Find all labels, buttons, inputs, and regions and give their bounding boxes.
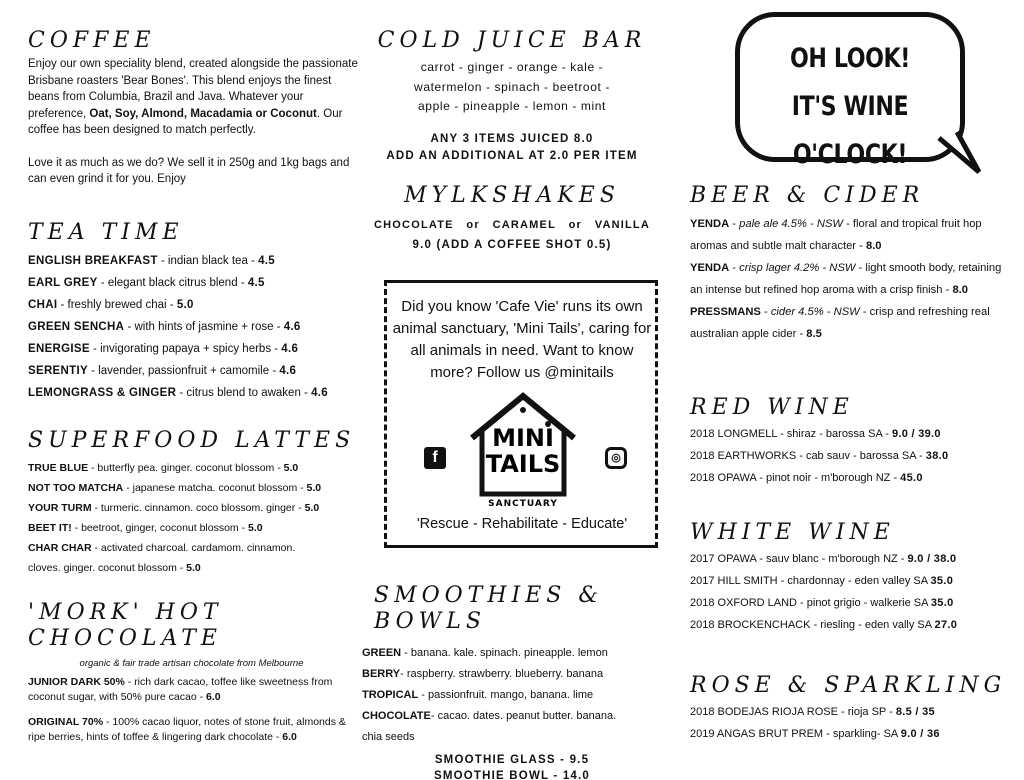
item-name: TROPICAL <box>362 689 419 701</box>
item-price: 8.5 / 35 <box>895 706 935 718</box>
mylk-price: 9.0 (ADD A COFFEE SHOT 0.5) <box>412 239 612 251</box>
item-desc: - passionfruit. mango, banana. lime <box>418 689 594 701</box>
item-desc: - invigorating papaya + spicy herbs - <box>89 343 282 355</box>
hotchoc-title: 'MORK' HOT CHOCOLATE <box>28 600 223 651</box>
instagram-icon[interactable]: ◎ <box>605 447 627 469</box>
item-price: 5.0 <box>176 299 194 311</box>
logo-line-1: MINI <box>492 424 554 452</box>
list-item <box>362 706 662 727</box>
tea-section <box>28 220 363 404</box>
item-name: PRESSMANS <box>690 306 761 318</box>
item-desc: - with hints of jasmine + rose - <box>124 321 284 333</box>
item-desc: 2018 BROCKENCHACK - riesling - eden vally SA <box>690 619 935 631</box>
item-price: 38.0 <box>925 450 949 462</box>
item-name: LEMONGRASS & GINGER <box>28 387 177 399</box>
list-item: cloves. ginger. coconut blossom - 5.0 <box>28 562 201 574</box>
juice-deal-2: ADD AN ADDITIONAL AT 2.0 PER ITEM <box>386 149 638 162</box>
item-price: 5.0 <box>248 522 263 534</box>
item-price: 9.0 / 38.0 <box>907 553 957 565</box>
item-desc: 2019 ANGAS BRUT PREM - sparkling- SA <box>690 728 901 740</box>
item-name: GREEN SENCHA <box>28 321 125 333</box>
juice-ingredients: carrot - ginger - orange - kale - watermelon - spinach - beetroot - apple - pineapple - lemon - mint <box>414 60 610 113</box>
item-price: 4.5 <box>247 277 265 289</box>
smoothie-bowl-price: SMOOTHIE BOWL - 14.0 <box>433 770 591 780</box>
list-item <box>28 382 363 404</box>
item-price: 4.6 <box>279 365 297 377</box>
logo-line-2: TAILS <box>485 450 561 478</box>
item-name: NOT TOO MATCHA <box>28 482 124 494</box>
list-item <box>28 250 363 272</box>
item-name: CHAI <box>28 299 58 311</box>
list-item <box>362 664 662 685</box>
tea-title: TEA TIME <box>28 220 184 245</box>
item-desc: - japanese matcha. coconut blossom - <box>123 482 307 494</box>
list-item: chia seeds <box>362 731 415 743</box>
item-desc: - indian black tea - <box>157 255 259 267</box>
mylk-title: MYLKSHAKES <box>404 183 620 208</box>
item-name: SERENTIY <box>28 365 88 377</box>
juice-deal-1: ANY 3 ITEMS JUICED 8.0 <box>430 132 594 145</box>
item-price: 4.6 <box>311 387 328 399</box>
item-desc: 2018 LONGMELL - shiraz - barossa SA - <box>690 428 892 440</box>
item-style: crisp lager 4.2% - NSW <box>739 262 856 274</box>
hotchoc-original: ORIGINAL 70% - 100% cacao liquor, notes of stone fruit, almonds & ripe berries, hints of toffee & lingering dark chocolate - 6.0 <box>28 716 346 743</box>
item-price: 5.0 <box>306 482 322 494</box>
mylk-flavours: CHOCOLATE or CARAMEL or VANILLA <box>374 219 650 231</box>
list-item <box>28 294 363 316</box>
item-desc: 2018 EARTHWORKS - cab sauv - barossa SA - <box>690 450 926 462</box>
list-item <box>28 498 363 518</box>
rose-title: ROSE & SPARKLING <box>690 673 1007 698</box>
item-desc: - elegant black citrus blend - <box>97 277 248 289</box>
list-item <box>690 445 1010 467</box>
sanctuary-text: Did you know 'Cafe Vie' runs its own animal sanctuary, 'Mini Tails', caring for all animals in need. Want to know more? Follow us @minitails <box>392 298 652 381</box>
item-price: 45.0 <box>900 472 923 484</box>
hotchoc-section <box>28 600 363 745</box>
list-item <box>690 467 1010 489</box>
item-desc: - crisp and refreshing real australian apple cider - <box>690 306 990 340</box>
item-name: ENGLISH BREAKFAST <box>28 255 158 267</box>
list-item <box>28 316 363 338</box>
right-column <box>690 0 1010 780</box>
item-desc: 2017 HILL SMITH - chardonnay - eden valley SA <box>690 575 931 587</box>
item-price: 35.0 <box>930 575 954 587</box>
coffee-title: COFFEE <box>28 28 156 53</box>
item-desc: 2017 OPAWA - sauv blanc - m'borough NZ - <box>690 553 908 565</box>
item-price: 9.0 / 36 <box>900 728 940 740</box>
item-desc: - citrus blend to awaken - <box>176 387 312 399</box>
list-item <box>28 538 363 558</box>
left-column <box>28 0 363 780</box>
red-list <box>690 423 1010 489</box>
item-price: 27.0 <box>934 619 958 631</box>
item-desc: - freshly brewed chai - <box>57 299 177 311</box>
list-item <box>28 478 363 498</box>
item-price: 35.0 <box>930 597 954 609</box>
item-desc: - raspberry. strawberry. blueberry. banana <box>400 668 604 680</box>
item-style: pale ale 4.5% - NSW <box>739 218 843 230</box>
item-price: 4.6 <box>283 321 301 333</box>
list-item <box>690 701 1010 723</box>
list-item <box>690 614 1010 636</box>
item-desc: - turmeric. cinnamon. coco blossom. ginger - <box>91 502 305 514</box>
juice-section <box>362 28 662 165</box>
hotchoc-subtitle: organic & fair trade artisan chocolate from Melbourne <box>79 658 304 669</box>
item-name: YENDA <box>690 262 730 274</box>
item-price: 4.5 <box>258 255 275 267</box>
list-item <box>28 338 363 360</box>
list-item <box>690 592 1010 614</box>
item-desc: - beetroot, ginger, coconut blossom - <box>71 522 249 534</box>
logo-line-3: SANCTUARY <box>488 499 558 509</box>
item-style: cider 4.5% - NSW <box>770 306 860 318</box>
bubble-text: OH LOOK! IT'S WINE O'CLOCK! <box>789 43 911 170</box>
item-name: ENERGISE <box>28 343 90 355</box>
red-section <box>690 395 1010 489</box>
item-desc: 2018 BODEJAS RIOJA ROSE - rioja SP - <box>690 706 896 718</box>
sanctuary-tagline: 'Rescue - Rehabilitate - Educate' <box>416 516 628 532</box>
smoothies-title: SMOOTHIES & BOWLS <box>374 583 603 634</box>
lattes-title: SUPERFOOD LATTES <box>28 428 356 453</box>
white-section <box>690 520 1010 636</box>
beer-section <box>690 183 1010 345</box>
smoothies-section <box>362 583 662 780</box>
item-name: YENDA <box>690 218 730 230</box>
item-price: 5.0 <box>304 502 320 514</box>
juice-title: COLD JUICE BAR <box>377 28 647 53</box>
item-price: 8.0 <box>865 240 882 252</box>
smoothie-glass-price: SMOOTHIE GLASS - 9.5 <box>434 754 590 766</box>
white-title: WHITE WINE <box>690 520 895 545</box>
list-item <box>690 570 1010 592</box>
smoothies-list <box>362 643 662 727</box>
item-desc: 2018 OXFORD LAND - pinot grigio - walkerie SA <box>690 597 931 609</box>
item-name: CHOCOLATE <box>362 710 431 722</box>
item-price: 9.0 / 39.0 <box>891 428 941 440</box>
item-price: 8.0 <box>952 284 968 296</box>
list-item <box>362 685 662 706</box>
list-item <box>690 723 1010 745</box>
hotchoc-junior: JUNIOR DARK 50% - rich dark cacao, toffee like sweetness from coconut sugar, with 50% pure cacao - 6.0 <box>28 676 333 703</box>
item-price: 5.0 <box>283 462 299 474</box>
list-item: YENDA - crisp lager 4.2% - NSW - light smooth body, retaining an intense but refined hop aroma with a crisp finish - 8.0 <box>690 262 1002 296</box>
item-desc: - floral and tropical fruit hop aromas and subtle malt character - <box>690 218 982 252</box>
item-desc: - banana. kale. spinach. pineapple. lemon <box>401 647 608 659</box>
list-item <box>28 518 363 538</box>
mylk-section <box>362 183 662 254</box>
item-name: BEET IT! <box>28 522 72 534</box>
item-name: CHAR CHAR <box>28 542 92 554</box>
list-item: PRESSMANS - cider 4.5% - NSW - crisp and refreshing real australian apple cider - 8.5 <box>690 306 990 340</box>
item-desc: - light smooth body, retaining an intense but refined hop aroma with a crisp finish - <box>690 262 1002 296</box>
item-name: TRUE BLUE <box>28 462 89 474</box>
list-item <box>28 272 363 294</box>
coffee-description: Enjoy our own speciality blend, created alongside the passionate Brisbane roasters 'Bear Bones'. This blend enjoys the finest beans from Columbia, Brazil and Java. Whatever your preference, Oat, Soy, Almond, Macadamia or Coconut. Our coffee has been designed to match perfectly. <box>28 58 358 136</box>
item-price: 8.5 <box>806 328 822 340</box>
coffee-bags-text: Love it as much as we do? We sell it in 250g and 1kg bags and can even grind it for you. Enjoy <box>28 156 350 185</box>
list-item <box>28 458 363 478</box>
item-desc: - cacao. dates. peanut butter. banana. <box>430 710 617 722</box>
lattes-section <box>28 428 363 578</box>
rose-section <box>690 673 1010 745</box>
white-list <box>690 548 1010 636</box>
item-name: BERRY <box>362 668 401 680</box>
tea-list <box>28 250 363 404</box>
item-name: YOUR TURM <box>28 502 92 514</box>
item-desc: - activated charcoal. cardamom. cinnamon. <box>91 542 296 554</box>
beer-title: BEER & CIDER <box>690 183 925 208</box>
lattes-list <box>28 458 363 558</box>
list-item <box>690 423 1010 445</box>
list-item: YENDA - pale ale 4.5% - NSW - floral and tropical fruit hop aromas and subtle malt character - 8.0 <box>690 218 982 252</box>
list-item <box>690 548 1010 570</box>
coffee-section <box>28 28 363 188</box>
item-desc: - lavender, passionfruit + camomile - <box>87 365 280 377</box>
coffee-milks: Oat, Soy, Almond, Macadamia or Coconut <box>89 107 317 120</box>
rose-list <box>690 701 1010 745</box>
item-desc: - butterfly pea. ginger. coconut blossom - <box>88 462 284 474</box>
facebook-icon[interactable]: f <box>424 447 446 469</box>
list-item <box>28 360 363 382</box>
item-price: 4.6 <box>281 343 299 355</box>
red-title: RED WINE <box>690 395 854 420</box>
item-name: GREEN <box>362 647 402 659</box>
mini-tails-logo <box>468 392 578 510</box>
beer-list <box>690 213 1010 345</box>
item-name: EARL GREY <box>28 277 98 289</box>
list-item <box>362 643 662 664</box>
item-desc: 2018 OPAWA - pinot noir - m'borough NZ - <box>690 472 901 484</box>
